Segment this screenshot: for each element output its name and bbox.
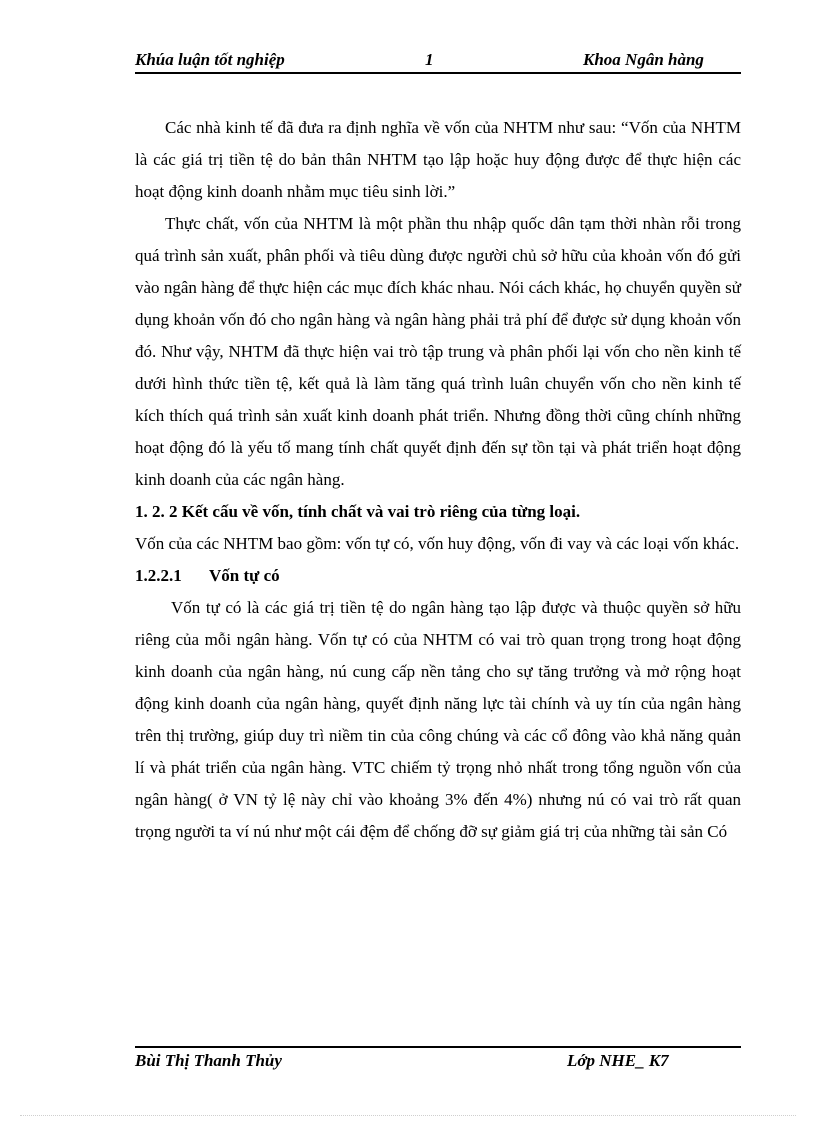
header-faculty: Khoa Ngân hàng xyxy=(583,50,704,69)
paragraph-nature-of-capital: Thực chất, vốn của NHTM là một phần thu nhập quốc dân tạm thời nhàn rỗi trong quá trình sản xuất, phân phối và tiêu dùng được người chủ sở hữu của khoản vốn đó gửi vào ngân hàng để thực hiện các mục đích khác nhau. Nói cách khác, họ chuyển quyền sử dụng khoản vốn đó cho ngân hàng và ngân hàng phải trả phí để được sử dụng khoản vốn đó. Như vậy, NHTM đã thực hiện vai trò tập trung và phân phối lại vốn cho nền kinh tế dưới hình thức tiền tệ, kết quả là làm tăng quá trình luân chuyển vốn cho nền kinh tế kích thích quá trình sản xuất kinh doanh phát triển. Nhưng đồng thời cũng chính những hoạt động đó là yếu tố mang tính chất quyết định đến sự tồn tại và phát triển hoạt động kinh doanh của các ngân hàng. xyxy=(135,214,741,489)
page-bottom-border xyxy=(20,1115,796,1116)
header-page-number: 1 xyxy=(425,50,434,69)
footer-class: Lớp NHE_ K7 xyxy=(567,1051,669,1070)
subsection-title: Vốn tự có xyxy=(209,566,280,585)
section-heading: 1. 2. 2 Kết cấu về vốn, tính chất và vai trò riêng của từng loại. xyxy=(135,502,581,521)
paragraph-own-capital: Vốn tự có là các giá trị tiền tệ do ngân hàng tạo lập được và thuộc quyền sở hữu riêng của mỗi ngân hàng. Vốn tự có của NHTM có vai trò quan trọng trong hoạt động kinh doanh của ngân hàng, nú cung cấp nền tảng cho sự tăng trưởng và mở rộng hoạt động kinh doanh của ngân hàng, quyết định năng lực tài chính và uy tín của ngân hàng trên thị trường, giúp duy trì niềm tin của công chúng và các cổ đông vào khả năng quản lí và phát triển của ngân hàng. VTC chiếm tỷ trọng nhỏ nhất trong tổng nguồn vốn của ngân hàng( ở VN tỷ lệ này chỉ vào khoảng 3% đến 4%) nhưng nú có vai trò rất quan trọng người ta ví nú như một cái đệm để chống đỡ sự giảm giá trị của những tài sản Có xyxy=(135,598,741,841)
footer-author: Bùi Thị Thanh Thủy xyxy=(135,1051,282,1070)
page-footer xyxy=(135,1046,741,1076)
subsection-number: 1.2.2.1 xyxy=(135,566,182,585)
paragraph-definition: Các nhà kinh tế đã đưa ra định nghĩa về vốn của NHTM như sau: “Vốn của NHTM là các giá trị tiền tệ do bản thân NHTM tạo lập hoặc huy động được để thực hiện các hoạt động kinh doanh nhằm mục tiêu sinh lời.” xyxy=(135,118,741,201)
header-thesis-title: Khúa luận tốt nghiệp xyxy=(135,50,285,69)
subsection-heading xyxy=(135,560,741,592)
page-header xyxy=(135,48,741,74)
paragraph-capital-types: Vốn của các NHTM bao gồm: vốn tự có, vốn huy động, vốn đi vay và các loại vốn khác. xyxy=(135,534,740,553)
page-body xyxy=(135,112,741,848)
